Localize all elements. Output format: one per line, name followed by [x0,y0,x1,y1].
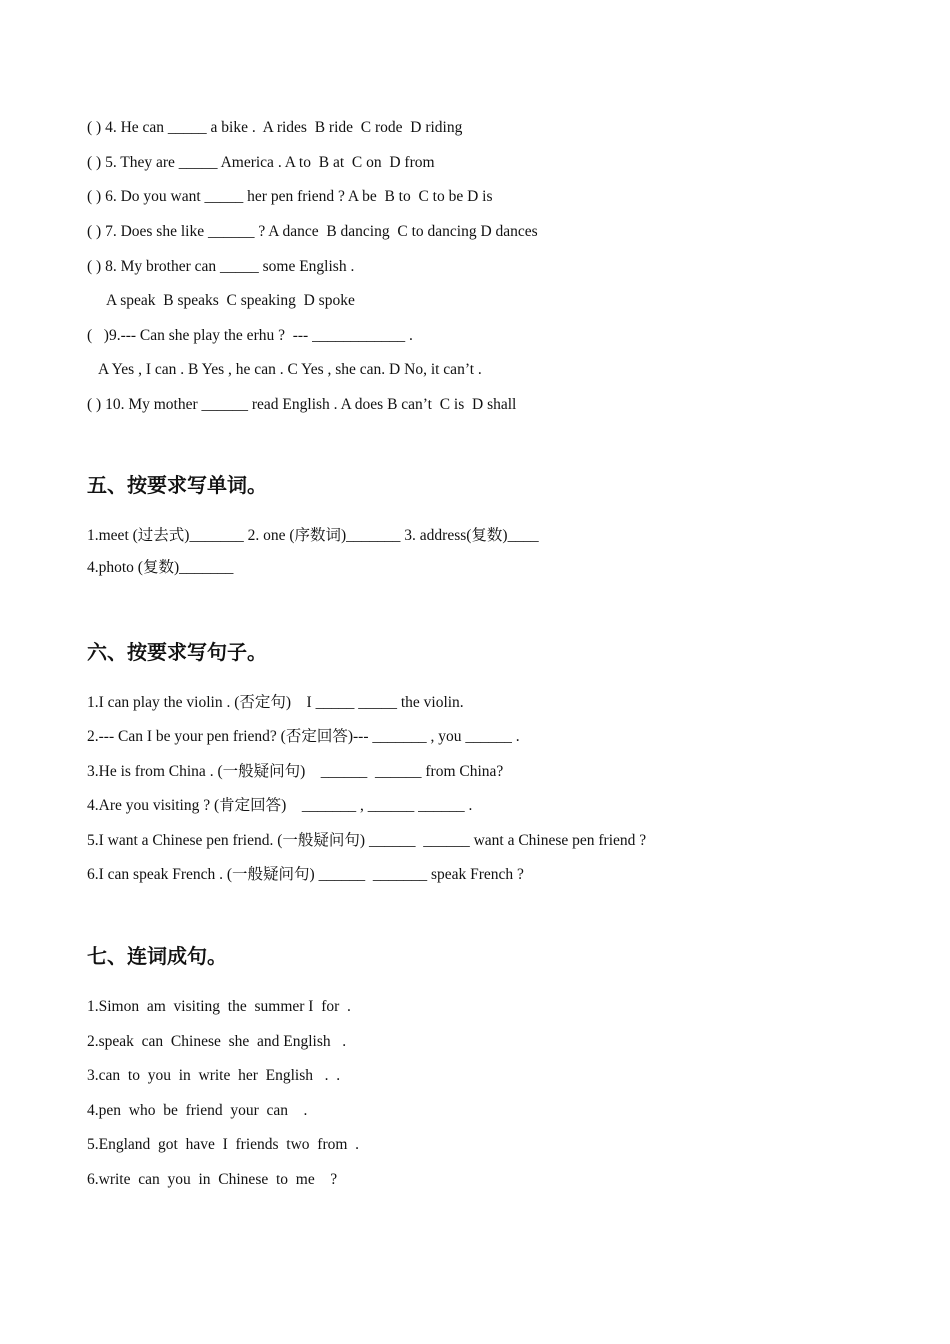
sentence-transform-2: 2.--- Can I be your pen friend? (否定回答)--- _______ , you ______ . [87,728,520,745]
word-order-5: 5.England got have I friends two from . [87,1136,360,1153]
sentence-transform-4: 4.Are you visiting ? (肯定回答) _______ , ______ ______ . [87,797,473,814]
word-form-line-2: 4.photo (复数)_______ [87,559,234,576]
word-order-3: 3.can to you in write her English . . [87,1067,341,1084]
question-8: ( ) 8. My brother can _____ some English . [87,258,355,275]
sentence-transform-5: 5.I want a Chinese pen friend. (一般疑问句) ______ ______ want a Chinese pen friend ? [87,832,647,849]
question-4: ( ) 4. He can _____ a bike . A rides B ride C rode D riding [87,119,463,136]
sentence-transform-3: 3.He is from China . (一般疑问句) ______ ______ from China? [87,763,504,780]
word-order-4: 4.pen who be friend your can . [87,1102,308,1119]
question-6: ( ) 6. Do you want _____ her pen friend ? A be B to C to be D is [87,188,493,205]
question-5: ( ) 5. They are _____ America . A to B at C on D from [87,154,435,171]
section-5-heading: 五、按要求写单词。 [87,473,267,497]
word-order-6: 6.write can you in Chinese to me ? [87,1171,338,1188]
word-order-1: 1.Simon am visiting the summer I for . [87,998,351,1015]
section-6-heading: 六、按要求写句子。 [87,640,267,664]
sentence-transform-1: 1.I can play the violin . (否定句) I _____ _____ the violin. [87,694,464,711]
question-7: ( ) 7. Does she like ______ ? A dance B dancing C to dancing D dances [87,223,538,240]
question-9-options: A Yes , I can . B Yes , he can . C Yes , she can. D No, it can’t . [98,361,482,378]
word-order-2: 2.speak can Chinese she and English . [87,1033,347,1050]
question-10: ( ) 10. My mother ______ read English . A does B can’t C is D shall [87,396,517,413]
section-7-heading: 七、连词成句。 [87,944,227,968]
question-8-options: A speak B speaks C speaking D spoke [106,292,355,309]
question-9: ( )9.--- Can she play the erhu ? --- ____________ . [87,327,413,344]
sentence-transform-6: 6.I can speak French . (一般疑问句) ______ _______ speak French ? [87,866,524,883]
word-form-line-1: 1.meet (过去式)_______ 2. one (序数词)_______ 3. address(复数)____ [87,527,539,544]
